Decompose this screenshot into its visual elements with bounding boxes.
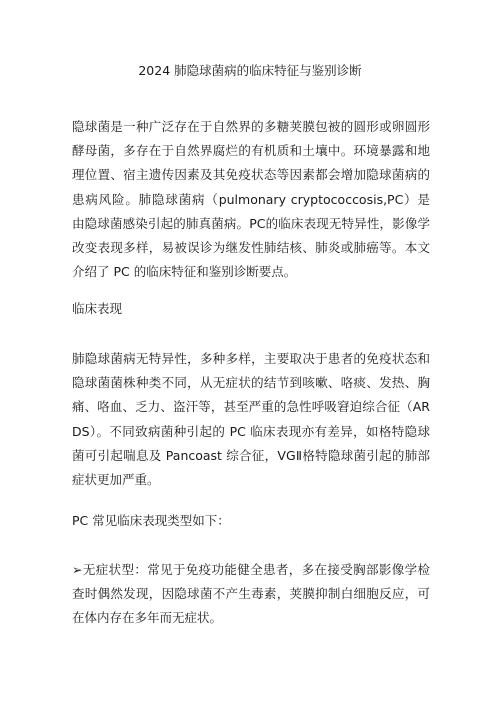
intro-paragraph: 隐球菌是一种广泛存在于自然界的多糖荚膜包被的圆形或卵圆形酵母菌，多存在于自然界腐烂的有机质和土壤中。环境暴露和地理位置、宿主遗传因素及其免疫状态等因素都会增加隐球菌病的患病风险。肺隐球菌病（pulmonary cryptococcosis,PC）是由隐球菌感染引起的肺真菌病。PC的临床表现无特异性，影像学改变表现多样，易被误诊为继发性肺结核、肺炎或肺癌等。本文介绍了 PC 的临床特征和鉴别诊断要点。 — [72, 119, 430, 280]
clinical-paragraph: 肺隐球菌病无特异性，多种多样，主要取决于患者的免疫状态和隐球菌菌株种类不同，从无症状的结节到咳嗽、咯痰、发热、胸痛、咯血、乏力、盗汗等，甚至严重的急性呼吸窘迫综合征（ARDS）。不同致病菌种引起的 PC 临床表现亦有差异，如格特隐球菌可引起喘息及 Pancoast 综合征，VGⅡ格特隐球菌引起的肺部症状更加严重。 — [72, 351, 430, 488]
section-heading-clinical: 临床表现 — [72, 301, 123, 316]
document-title: 2024 肺隐球菌病的临床特征与鉴别诊断 — [138, 63, 362, 78]
type-asymptomatic-paragraph: ➢无症状型：常见于免疫功能健全患者，多在接受胸部影像学检查时偶然发现，因隐球菌不产生毒素，荚膜抑制白细胞反应，可在体内存在多年而无症状。 — [72, 562, 430, 626]
types-heading: PC 常见临床表现类型如下： — [72, 513, 230, 528]
